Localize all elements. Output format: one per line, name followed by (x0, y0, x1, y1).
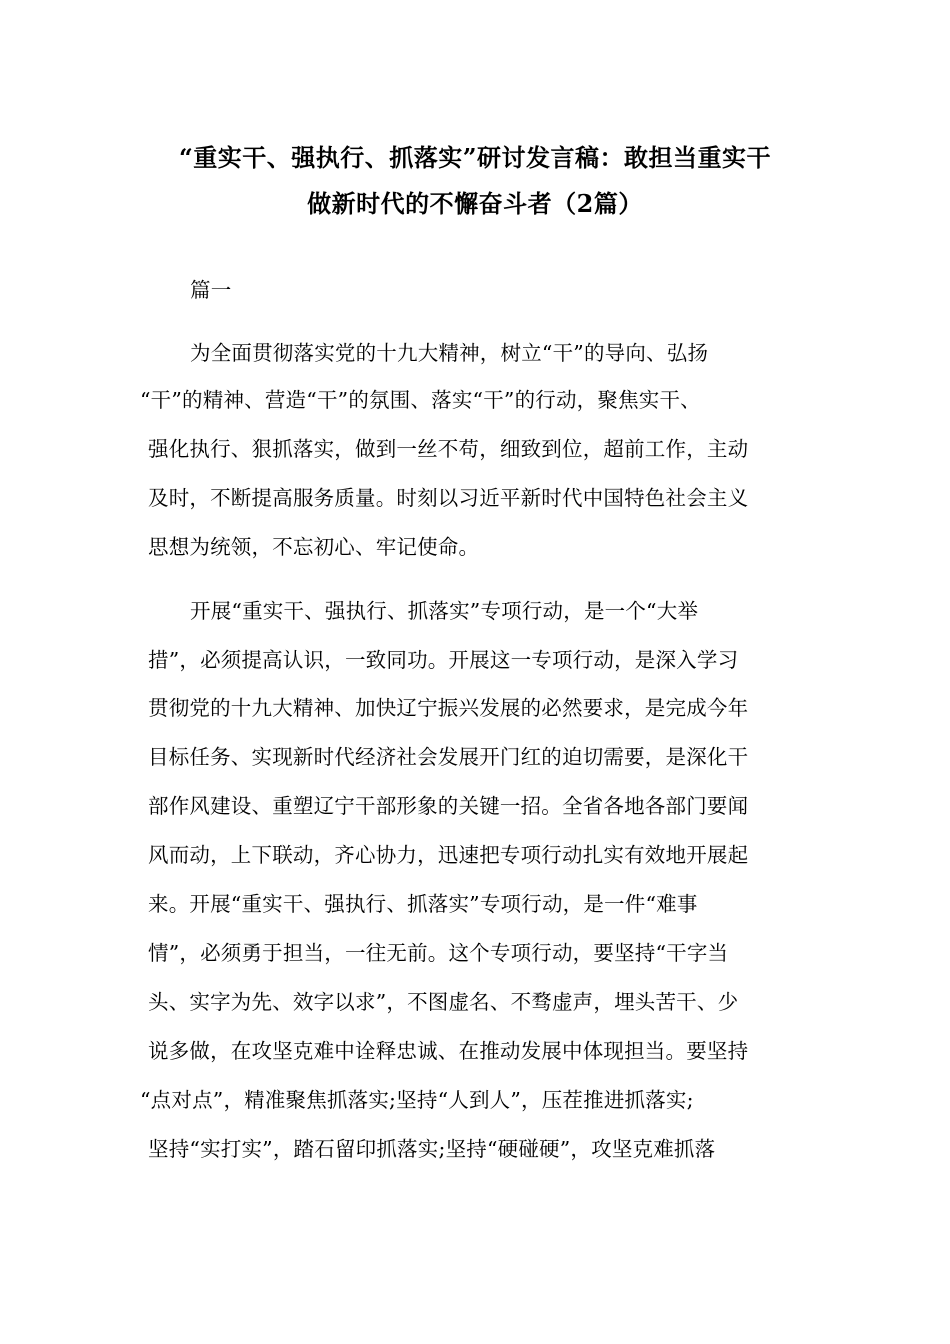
paragraph-2-line-6: 风而动，上下联动，齐心协力，迅速把专项行动扎实有效地开展起 (148, 843, 749, 867)
paragraph-1-line-3: 强化执行、狠抓落实，做到一丝不苟，细致到位，超前工作，主动 (148, 437, 749, 461)
paragraph-1-line-2: “干”的精神、营造“干”的氛围、落实“干”的行动，聚焦实干、 (140, 388, 701, 412)
paragraph-2-line-9: 头、实字为先、效字以求”，不图虚名、不骛虚声，埋头苦干、少 (148, 990, 739, 1014)
paragraph-2-line-10: 说多做，在攻坚克难中诠释忠诚、在推动发展中体现担当。要坚持 (148, 1039, 749, 1063)
section-heading: 篇一 (190, 278, 232, 302)
paragraph-2-line-2: 措”，必须提高认识，一致同功。开展这一专项行动，是深入学习 (148, 648, 739, 672)
paragraph-1-line-5: 思想为统领，不忘初心、牢记使命。 (148, 535, 480, 559)
paragraph-2-line-8: 情”，必须勇于担当，一往无前。这个专项行动，要坚持“干字当 (148, 941, 729, 965)
paragraph-2-line-1: 开展“重实干、强执行、抓落实”专项行动，是一个“大举 (190, 599, 699, 623)
paragraph-2-line-12: 坚持“实打实”，踏石留印抓落实;坚持“硬碰硬”，攻坚克难抓落 (148, 1137, 716, 1161)
paragraph-2-line-5: 部作风建设、重塑辽宁干部形象的关键一招。全省各地各部门要闻 (148, 794, 749, 818)
paragraph-2-line-7: 来。开展“重实干、强执行、抓落实”专项行动，是一件“难事 (148, 892, 698, 916)
paragraph-1-line-4: 及时，不断提高服务质量。时刻以习近平新时代中国特色社会主义 (148, 486, 749, 510)
paragraph-1-line-1: 为全面贯彻落实党的十九大精神，树立“干”的导向、弘扬 (190, 341, 709, 365)
document-title-line-1: “重实干、强执行、抓落实”研讨发言稿：敢担当重实干 (178, 143, 772, 172)
paragraph-2-line-3: 贯彻党的十九大精神、加快辽宁振兴发展的必然要求，是完成今年 (148, 696, 749, 720)
paragraph-2-line-4: 目标任务、实现新时代经济社会发展开门红的迫切需要，是深化干 (148, 745, 749, 769)
paragraph-2-line-11: “点对点”，精准聚焦抓落实;坚持“人到人”，压茬推进抓落实; (140, 1088, 694, 1112)
document-title-line-2: 做新时代的不懈奋斗者（2篇） (307, 189, 643, 218)
